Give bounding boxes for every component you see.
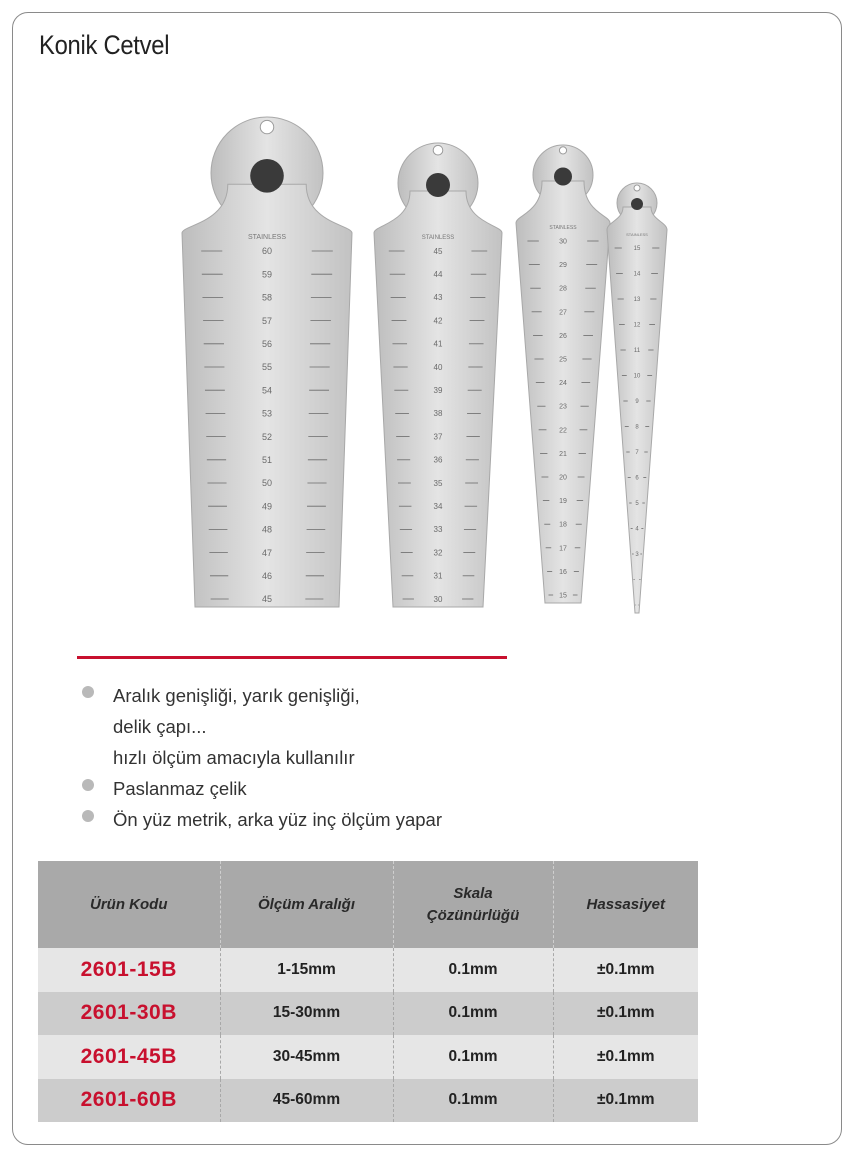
scale-label: 45 <box>433 246 443 256</box>
scale-label: 5 <box>635 501 639 508</box>
product-code-cell: 2601-30B <box>38 992 220 1036</box>
table-row <box>38 992 698 1036</box>
scale-label: 10 <box>633 373 641 380</box>
scale-label: 15 <box>633 246 641 253</box>
product-code-cell: 2601-15B <box>38 948 220 992</box>
feature-line: delik çapı... <box>113 716 207 737</box>
range-cell: 1-15mm <box>220 948 393 992</box>
scale-label: 25 <box>559 356 567 364</box>
scale-label: 32 <box>433 548 443 558</box>
scale-label: 38 <box>433 409 443 419</box>
accuracy-cell: ±0.1mm <box>553 1035 698 1079</box>
stamp-text: STAINLESS <box>549 225 577 231</box>
scale-label: 54 <box>261 385 273 396</box>
scale-label: 40 <box>433 362 443 372</box>
resolution-cell: 0.1mm <box>393 992 553 1036</box>
resolution-cell: 0.1mm <box>393 1079 553 1123</box>
stamp-text: STAINLESS <box>626 232 648 237</box>
bullet-icon <box>82 779 94 791</box>
scale-label: 23 <box>559 403 567 411</box>
scale-label: 19 <box>559 498 567 506</box>
bullet-icon <box>82 686 94 698</box>
brand-logo-icon <box>554 168 572 186</box>
accuracy-cell: ±0.1mm <box>553 992 698 1036</box>
scale-label: 27 <box>559 309 567 317</box>
product-photo <box>170 105 670 630</box>
scale-label: 41 <box>433 339 443 349</box>
scale-label: 9 <box>635 399 639 406</box>
scale-label: 39 <box>433 386 443 395</box>
scale-label: 37 <box>433 432 443 442</box>
spec-table <box>38 861 698 1122</box>
scale-label: 16 <box>559 568 567 576</box>
scale-label: 55 <box>261 362 273 373</box>
scale-label: 26 <box>559 332 567 340</box>
scale-label: 12 <box>633 322 641 329</box>
scale-label: 50 <box>261 478 273 489</box>
scale-label: 35 <box>433 478 443 488</box>
scale-label: 14 <box>633 271 641 278</box>
scale-label: 57 <box>261 315 273 326</box>
accuracy-cell: ±0.1mm <box>553 1079 698 1123</box>
gauge-small <box>516 145 610 603</box>
scale-label: 11 <box>633 348 641 355</box>
scale-label: 30 <box>559 238 567 246</box>
header-measuring-range: Ölçüm Aralığı <box>220 861 393 948</box>
feature-line: Ön yüz metrik, arka yüz inç ölçüm yapar <box>113 809 442 830</box>
table-header-row <box>38 861 698 948</box>
product-code-cell: 2601-45B <box>38 1035 220 1079</box>
scale-label: 21 <box>559 450 567 458</box>
brand-logo-icon <box>631 198 643 210</box>
scale-label: 60 <box>261 246 273 257</box>
stamp-text: STAINLESS <box>248 234 286 241</box>
scale-label: 33 <box>433 525 443 535</box>
table-row <box>38 948 698 992</box>
scale-label: 59 <box>261 269 273 280</box>
header-accuracy: Hassasiyet <box>553 861 698 948</box>
scale-label: 48 <box>261 524 273 535</box>
brand-logo-icon <box>250 159 284 193</box>
header-scale-resolution: Skala Çözünürlüğü <box>393 861 553 948</box>
scale-label: 7 <box>635 450 639 457</box>
table-row <box>38 1035 698 1079</box>
scale-label: 28 <box>559 285 567 293</box>
scale-label: 3 <box>635 552 639 559</box>
scale-label: 45 <box>261 594 273 605</box>
header-product-code: Ürün Kodu <box>38 861 220 948</box>
feature-item <box>78 804 442 835</box>
scale-label: 22 <box>559 427 567 435</box>
scale-label: 51 <box>261 454 273 465</box>
scale-label: 49 <box>261 501 273 512</box>
scale-label: 20 <box>559 474 567 482</box>
gauge-medium <box>374 143 502 607</box>
scale-label: 36 <box>433 455 443 465</box>
product-code-cell: 2601-60B <box>38 1079 220 1123</box>
accent-divider <box>77 656 507 659</box>
resolution-cell: 0.1mm <box>393 1035 553 1079</box>
scale-label: 34 <box>433 502 443 511</box>
scale-label: 15 <box>559 592 567 600</box>
gauge-large <box>182 117 352 607</box>
scale-label: 13 <box>633 297 641 304</box>
range-cell: 15-30mm <box>220 992 393 1036</box>
scale-label: 18 <box>559 521 567 529</box>
resolution-cell: 0.1mm <box>393 948 553 992</box>
range-cell: 30-45mm <box>220 1035 393 1079</box>
scale-label: 43 <box>433 293 443 303</box>
feature-item <box>78 773 442 804</box>
scale-label: 24 <box>559 380 567 388</box>
accuracy-cell: ±0.1mm <box>553 948 698 992</box>
range-cell: 45-60mm <box>220 1079 393 1123</box>
brand-logo-icon <box>426 173 450 197</box>
scale-label: 58 <box>261 292 273 303</box>
feature-line: hızlı ölçüm amacıyla kullanılır <box>113 747 355 768</box>
scale-label: 6 <box>635 475 639 482</box>
scale-label: 44 <box>433 270 443 279</box>
scale-label: 53 <box>261 408 273 419</box>
scale-label: 31 <box>433 571 443 581</box>
feature-line: Aralık genişliği, yarık genişliği, <box>113 685 360 706</box>
scale-label: 42 <box>433 316 443 326</box>
bullet-icon <box>82 810 94 822</box>
scale-label: 8 <box>635 424 639 431</box>
scale-label: 17 <box>559 545 567 553</box>
feature-line: Paslanmaz çelik <box>113 778 247 799</box>
feature-list <box>78 680 442 835</box>
page-title: Konik Cetvel <box>39 30 170 60</box>
scale-label: 56 <box>261 338 273 349</box>
scale-label: 46 <box>261 570 273 581</box>
table-row <box>38 1079 698 1123</box>
feature-item <box>78 680 442 773</box>
scale-label: 30 <box>433 594 443 604</box>
scale-label: 29 <box>559 262 567 270</box>
scale-label: 47 <box>261 547 273 558</box>
scale-label: 4 <box>635 526 639 533</box>
scale-label: 52 <box>261 431 273 442</box>
gauge-tiny <box>607 183 667 613</box>
stamp-text: STAINLESS <box>421 235 455 241</box>
